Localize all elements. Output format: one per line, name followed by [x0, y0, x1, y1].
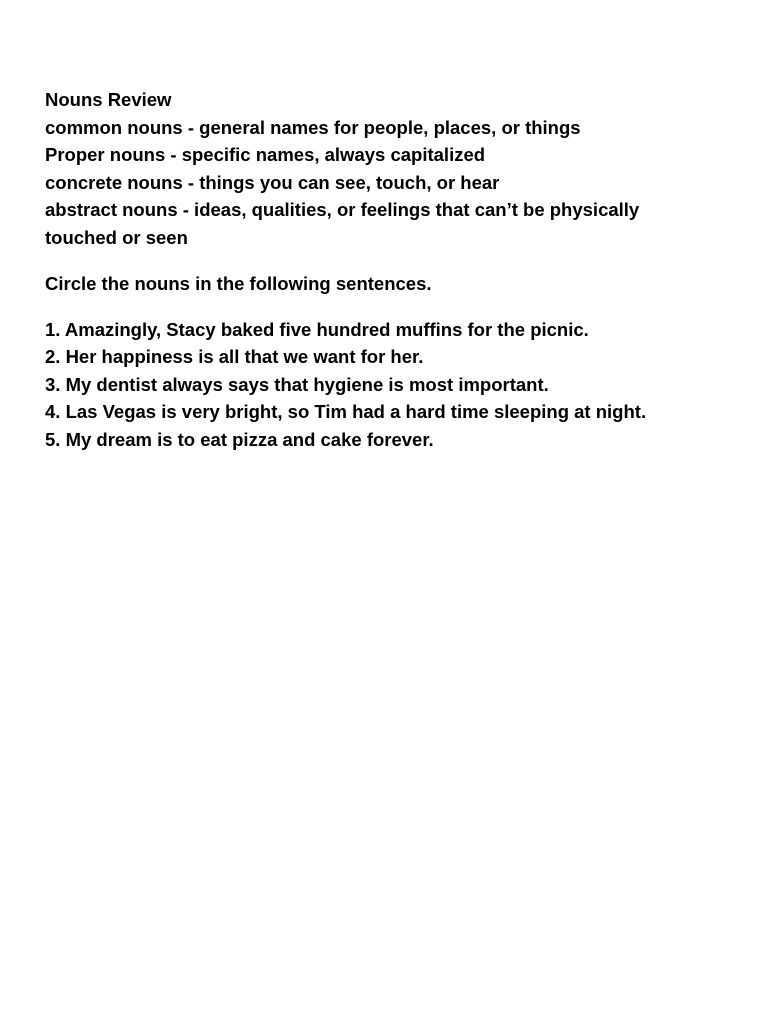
spacer: [45, 297, 705, 316]
definition-proper-nouns: Proper nouns - specific names, always capitalized: [45, 144, 486, 165]
definition-common-nouns: common nouns - general names for people, places, or things: [45, 116, 581, 138]
sentence-2: 2. Her happiness is all that we want for her.: [45, 346, 424, 367]
sentence-5: 5. My dream is to eat pizza and cake forever.: [45, 428, 434, 450]
instruction-text: Circle the nouns in the following sentences.: [45, 272, 432, 294]
sentence-1: 1. Amazingly, Stacy baked five hundred muffins for the picnic.: [45, 318, 589, 340]
document-content: [45, 86, 705, 453]
spacer: [45, 251, 705, 270]
sentence-3: 3. My dentist always says that hygiene is most important.: [45, 373, 549, 395]
document-title: Nouns Review: [45, 89, 172, 110]
definition-concrete-nouns: concrete nouns - things you can see, touch, or hear: [45, 171, 500, 193]
definition-abstract-nouns: abstract nouns - ideas, qualities, or feelings that can’t be physically touched or seen: [45, 199, 640, 248]
sentence-4: 4. Las Vegas is very bright, so Tim had a hard time sleeping at night.: [45, 401, 647, 422]
